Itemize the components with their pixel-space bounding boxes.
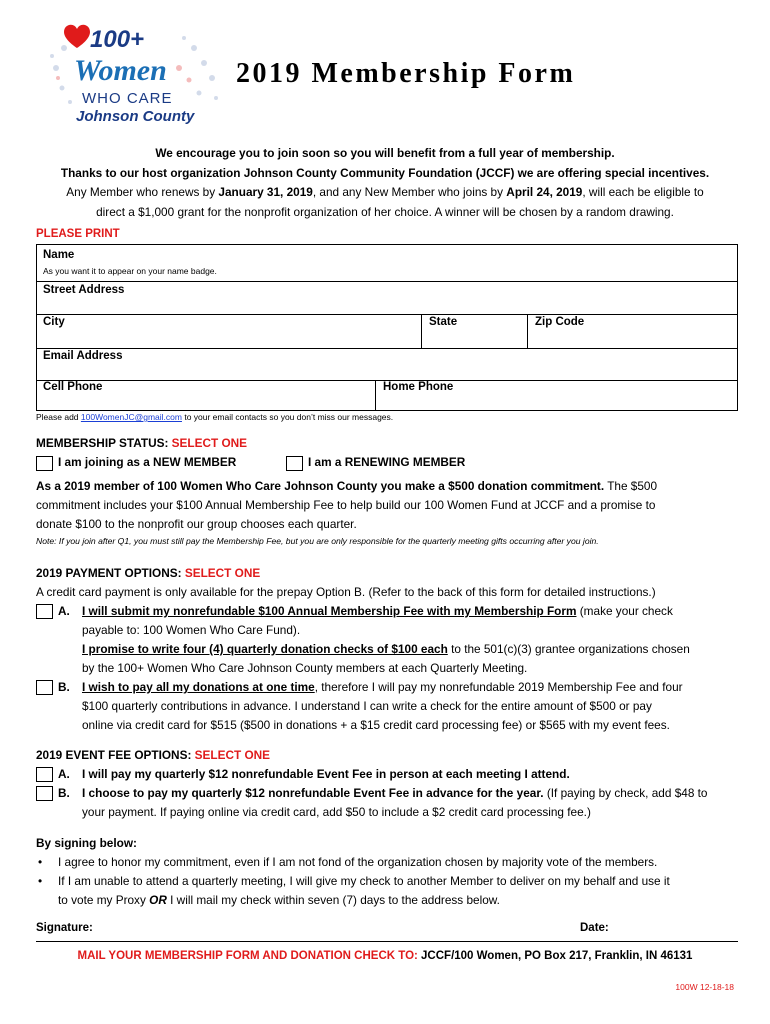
new-member-label: I am joining as a NEW MEMBER	[58, 455, 237, 469]
event-b-bold: I choose to pay my quarterly $12 nonrefundable Event Fee in advance for the year.	[82, 786, 544, 800]
state-label[interactable]: State	[429, 316, 458, 328]
signing-heading: By signing below:	[36, 836, 137, 850]
city-row	[37, 315, 737, 349]
intro-text	[30, 144, 740, 222]
payment-b-line-2: $100 quarterly contributions in advance. I understand I can write a check for the entire amount of $500 or pay	[82, 699, 652, 713]
payment-b-rest: , therefore I will pay my nonrefundable 2019 Membership Fee and four	[314, 680, 683, 694]
renewing-member-label: I am a RENEWING MEMBER	[308, 455, 466, 469]
intro-line-3a: Any Member who renews by	[66, 185, 219, 199]
signing-bullet-2-b: I will mail my check within seven (7) days to the address below.	[166, 893, 500, 907]
contact-form-box	[36, 244, 738, 411]
event-option-a	[36, 765, 738, 784]
organization-logo	[44, 18, 228, 130]
form-code: 100W 12-18-18	[675, 982, 734, 992]
name-row[interactable]	[37, 245, 737, 282]
signature-line[interactable]	[36, 920, 738, 942]
membership-note: Note: If you join after Q1, you must still pay the Membership Fee, but you are only responsible for the quarterly meeting gifts occurring after you join.	[36, 536, 599, 546]
signing-bullet-2-line-2	[58, 891, 738, 910]
membership-para-line-3: donate $100 to the nonprofit our group chooses each quarter.	[36, 517, 357, 531]
payment-section	[36, 564, 738, 735]
payment-b-label: B.	[58, 680, 70, 694]
logo-who-care: WHO CARE	[82, 90, 173, 107]
signing-section	[36, 834, 738, 910]
event-b-rest: (If paying by check, add $48 to	[543, 786, 708, 800]
intro-line-1: We encourage you to join soon so you will benefit from a full year of membership.	[155, 146, 615, 160]
email-label: Email Address	[43, 350, 123, 362]
divider	[527, 315, 528, 348]
intro-line-3e: , will each be eligible to	[582, 185, 704, 199]
signing-bullet-2-line-1: • If I am unable to attend a quarterly meeting, I will give my check to another Member to deliver on my behalf and use it	[58, 874, 670, 888]
membership-section	[36, 434, 738, 548]
street-row[interactable]	[37, 282, 737, 315]
email-note-after: to your email contacts so you don’t miss our messages.	[181, 412, 394, 422]
payment-a-line-3	[82, 640, 738, 659]
phone-row	[37, 381, 737, 410]
payment-option-b	[36, 678, 738, 735]
intro-line-4: direct a $1,000 grant for the nonprofit organization of her choice. A winner will be chosen by a random drawing.	[96, 204, 674, 219]
logo-women: Women	[74, 54, 167, 87]
payment-heading	[36, 564, 738, 583]
event-b-line-1	[82, 784, 738, 803]
payment-b-bold: I wish to pay all my donations at one time	[82, 680, 315, 694]
email-note-before: Please add	[36, 412, 81, 422]
event-select-one: SELECT ONE	[194, 748, 271, 762]
cell-phone-label[interactable]: Cell Phone	[43, 381, 103, 393]
membership-para-line-2: commitment includes your $100 Annual Membership Fee to help build our 100 Women Fund at JCCF and a promise to	[36, 498, 656, 512]
logo-county: Johnson County	[76, 108, 195, 125]
membership-select-one: SELECT ONE	[171, 436, 248, 450]
event-a-label: A.	[58, 767, 70, 781]
logo-100: 100+	[90, 26, 145, 53]
intro-renew-date: January 31, 2019	[218, 185, 313, 199]
mail-address: JCCF/100 Women, PO Box 217, Franklin, IN 46131	[417, 950, 693, 962]
page-title: 2019 Membership Form	[236, 58, 576, 89]
email-row[interactable]	[37, 349, 737, 381]
membership-options	[36, 453, 738, 475]
signing-bullet-2	[36, 872, 738, 910]
membership-para-rest: The $500	[604, 479, 658, 493]
event-option-b	[36, 784, 738, 822]
payment-a-promise: I promise to write four (4) quarterly donation checks of $100 each	[82, 642, 448, 656]
email-note	[36, 412, 393, 422]
street-label: Street Address	[43, 284, 125, 296]
event-b-checkbox[interactable]	[36, 786, 53, 801]
signature-label: Signature:	[36, 922, 93, 934]
event-fee-section	[36, 746, 738, 822]
intro-line-3	[30, 183, 740, 203]
mail-red-text: MAIL YOUR MEMBERSHIP FORM AND DONATION CHECK TO:	[77, 950, 418, 962]
event-heading-text: 2019 EVENT FEE OPTIONS:	[36, 748, 195, 762]
payment-heading-text: 2019 PAYMENT OPTIONS:	[36, 566, 185, 580]
email-link[interactable]: 100WomenJC@gmail.com	[80, 412, 182, 422]
payment-select-one: SELECT ONE	[184, 566, 261, 580]
membership-para-line-1	[36, 477, 738, 496]
signing-bullet-1: • I agree to honor my commitment, even if I am not fond of the organization chosen by majority vote of the members.	[36, 853, 738, 872]
membership-heading-text: MEMBERSHIP STATUS:	[36, 436, 172, 450]
name-hint: As you want it to appear on your name badge.	[43, 266, 217, 276]
membership-paragraph	[36, 477, 738, 534]
payment-a-line-2: payable to: 100 Women Who Care Fund).	[82, 623, 301, 637]
event-a-checkbox[interactable]	[36, 767, 53, 782]
payment-a-label: A.	[58, 604, 70, 618]
payment-a-line-3-rest: to the 501(c)(3) grantee organizations chosen	[447, 642, 690, 656]
signing-bullet-2-a: to vote my Proxy	[58, 893, 150, 907]
payment-b-checkbox[interactable]	[36, 680, 53, 695]
payment-b-line-1	[82, 678, 738, 697]
name-label: Name	[43, 249, 75, 261]
divider	[421, 315, 422, 348]
mail-instructions	[30, 950, 740, 962]
payment-a-line-1	[82, 602, 738, 621]
renewing-member-checkbox[interactable]	[286, 456, 303, 471]
event-heading	[36, 746, 738, 765]
payment-intro: A credit card payment is only available for the prepay Option B. (Refer to the back of this form for detailed instructions.)	[36, 585, 656, 599]
event-b-label: B.	[58, 786, 70, 800]
intro-line-2: Thanks to our host organization Johnson County Community Foundation (JCCF) we are offering special incentives.	[60, 165, 710, 180]
event-b-line-2: your payment. If paying online via credit card, add $50 to include a $2 credit card processing fee.)	[82, 805, 591, 819]
city-label[interactable]: City	[43, 316, 65, 328]
membership-commitment: As a 2019 member of 100 Women Who Care Johnson County you make a $500 donation commitment.	[36, 479, 605, 493]
membership-heading	[36, 434, 738, 453]
payment-a-line-4: by the 100+ Women Who Care Johnson County members at each Quarterly Meeting.	[82, 661, 528, 675]
home-phone-label[interactable]: Home Phone	[383, 381, 454, 393]
zip-label[interactable]: Zip Code	[535, 316, 585, 328]
intro-join-date: April 24, 2019	[506, 185, 583, 199]
payment-option-a	[36, 602, 738, 678]
intro-line-3c: , and any New Member who joins by	[312, 185, 507, 199]
payment-a-bold: I will submit my nonrefundable $100 Annual Membership Fee with my Membership Form	[82, 604, 577, 618]
event-a-text: I will pay my quarterly $12 nonrefundable Event Fee in person at each meeting I attend.	[82, 767, 570, 781]
divider	[375, 381, 376, 410]
please-print-label: PLEASE PRINT	[36, 228, 120, 240]
payment-b-line-3: online via credit card for $515 ($500 in donations + a $15 credit card processing fee) or $565 with my event fees.	[82, 718, 670, 732]
signing-or: OR	[149, 893, 167, 907]
payment-a-rest: (make your check	[576, 604, 673, 618]
new-member-checkbox[interactable]	[36, 456, 53, 471]
date-label: Date:	[580, 922, 609, 934]
payment-a-checkbox[interactable]	[36, 604, 53, 619]
